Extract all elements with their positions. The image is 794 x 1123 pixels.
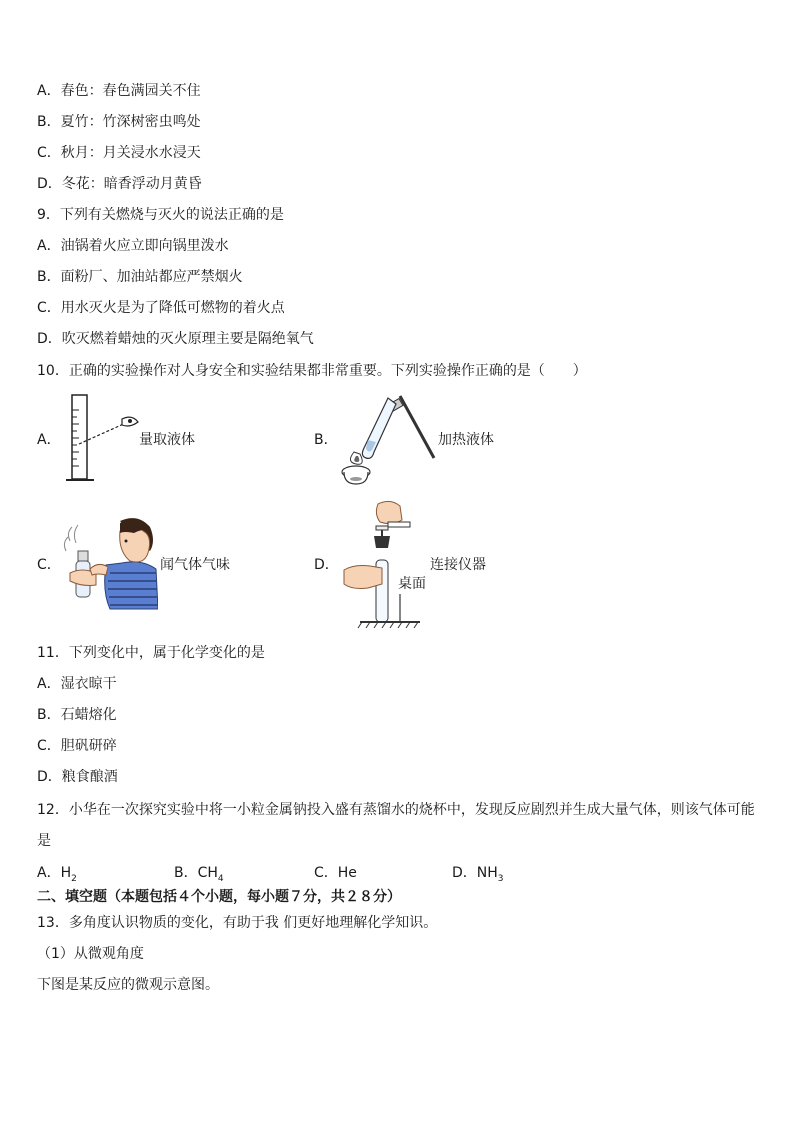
- q10-d-letter: D．: [314, 557, 339, 573]
- q9-option-c: C．用水灭火是为了降低可燃物的着火点: [37, 300, 285, 316]
- q13-note: 下图是某反应的微观示意图。: [37, 977, 219, 993]
- q13-stem: 13．多角度认识物质的变化，有助于我 们更好地理解化学知识。: [37, 915, 438, 931]
- q10-d-caption: 连接仪器: [430, 557, 486, 573]
- q12-option-c: C．He: [314, 865, 357, 881]
- q10-b-letter: B．: [314, 432, 338, 448]
- q10-c-caption: 闻气体气味: [160, 557, 230, 573]
- q8-option-b: B．夏竹：竹深树密虫鸣处: [37, 114, 201, 130]
- q9-option-a: A．油锅着火应立即向锅里泼水: [37, 238, 229, 254]
- q9-option-d: D．吹灭燃着蜡烛的灭火原理主要是隔绝氧气: [37, 331, 314, 347]
- q12-stem-line2: 是: [37, 833, 51, 849]
- q9-stem: 9．下列有关燃烧与灭火的说法正确的是: [37, 207, 284, 223]
- q11-option-d: D．粮食酿酒: [37, 769, 118, 785]
- q11-option-b: B．石蜡熔化: [37, 707, 117, 723]
- q10-b-caption: 加热液体: [438, 432, 494, 448]
- section-heading-fill-in: 二、填空题（本题包括４个小题，每小题７分，共２８分）: [37, 889, 401, 905]
- q11-stem: 11．下列变化中，属于化学变化的是: [37, 645, 265, 661]
- q8-option-d: D．冬花：暗香浮动月黄昏: [37, 176, 202, 192]
- connecting-apparatus-figure: [340, 498, 424, 630]
- q11-option-c: C．胆矾研碎: [37, 738, 117, 754]
- q10-d-table-label: 桌面: [398, 576, 426, 592]
- q10-c-letter: C．: [37, 557, 61, 573]
- q9-option-b: B．面粉厂、加油站都应严禁烟火: [37, 269, 243, 285]
- graduated-cylinder-figure: [62, 392, 142, 484]
- q12-stem-line1: 12．小华在一次探究实验中将一小粒金属钠投入盛有蒸馏水的烧杯中，发现反应剧烈并生成大量气体，则该气体可能: [37, 802, 755, 818]
- q12-option-a: A．$H_2$: [37, 865, 77, 884]
- q12-option-b: B．$CH_4$: [174, 865, 224, 884]
- q10-a-caption: 量取液体: [139, 432, 195, 448]
- heating-liquid-figure: [338, 392, 438, 490]
- q12-option-d: D．$NH_3$: [452, 865, 504, 884]
- smelling-gas-figure: [62, 511, 158, 611]
- q11-option-a: A．湿衣晾干: [37, 676, 117, 692]
- q13-part1: （1）从微观角度: [37, 946, 144, 962]
- q10-stem: 10．正确的实验操作对人身安全和实验结果都非常重要。下列实验操作正确的是（ ）: [37, 363, 587, 379]
- q8-option-c: C．秋月：月关浸水水浸天: [37, 145, 201, 161]
- q10-a-letter: A．: [37, 432, 61, 448]
- q8-option-a: A．春色：春色满园关不住: [37, 83, 201, 99]
